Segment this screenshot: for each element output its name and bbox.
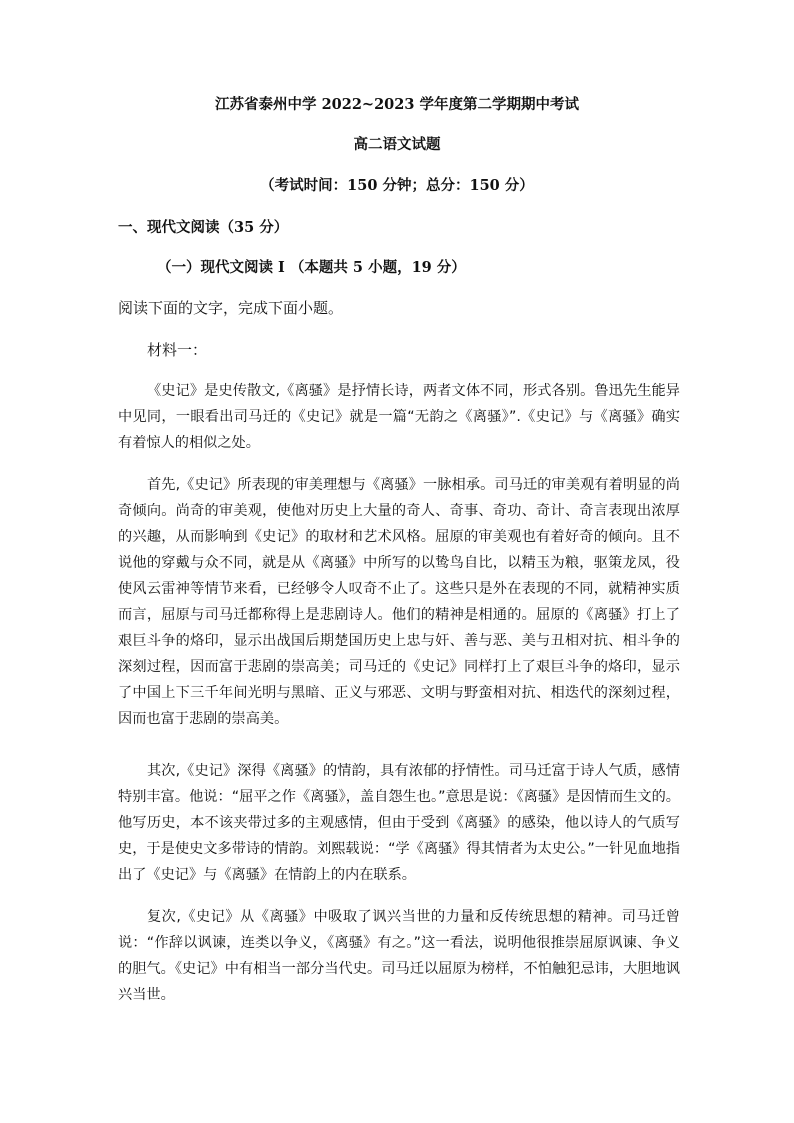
reading-instruction: 阅读下面的文字，完成下面小题。: [118, 299, 344, 317]
paragraph-3: 其次,《史记》深得《离骚》的情韵，具有浓郁的抒情性。司马迁富于诗人气质，感情特别丰富。他说：“屈平之作《离骚》，盖自怨生也。”意思是说：《离骚》是因情而生文的。他写历史，本不该夹带过多的主观感情，但由于受到《离骚》的感染，他以诗人的气质写史，于是使史文多带诗的情韵。刘熙载说：“学《离骚》得其情者为太史公。”一针见血地指出了《史记》与《离骚》在情韵上的内在联系。: [118, 763, 680, 883]
exam-info: （考试时间：150 分钟；总分：150 分）: [260, 177, 534, 194]
paragraph-1: 《史记》是史传散文,《离骚》是抒情长诗，两者文体不同，形式各别。鲁迅先生能异中见同，一眼看出司马迁的《史记》就是一篇“无韵之《离骚》”.《史记》与《离骚》确实有着惊人的相似之处。: [118, 383, 680, 451]
paragraph-4: 复次,《史记》从《离骚》中吸取了讽兴当世的力量和反传统思想的精神。司马迁曾说：“作辞以讽谏，连类以争义，《离骚》有之。”这一看法，说明他很推崇屈原讽谏、争义的胆气。《史记》中有相当一部分当代史。司马迁以屈原为榜样，不怕触犯忌讳，大胆地讽兴当世。: [118, 909, 680, 1003]
material-label: 材料一：: [147, 341, 208, 359]
section-heading: 一、现代文阅读（35 分）: [118, 219, 289, 236]
exam-title: 江苏省泰州中学 2022~2023 学年度第二学期期中考试: [215, 96, 579, 113]
exam-subtitle: 高二语文试题: [353, 136, 441, 153]
sub-section-heading: （一）现代文阅读 I （本题共 5 小题，19 分）: [157, 259, 466, 276]
paragraph-2: 首先,《史记》所表现的审美理想与《离骚》一脉相承。司马迁的审美观有着明显的尚奇倾向。尚奇的审美观，使他对历史上大量的奇人、奇事、奇功、奇计、奇言表现出浓厚的兴趣，从而影响到《史记》的取材和艺术风格。屈原的审美观也有着好奇的倾向。且不说他的穿戴与众不同，就是从《离骚》中所写的以鸷鸟自比，以精玉为粮，驱策龙凤，役使风云雷神等情节来看，已经够令人叹奇不止了。这些只是外在表现的不同，就精神实质而言，屈原与司马迁都称得上是悲剧诗人。他们的精神是相通的。屈原的《离骚》打上了艰巨斗争的烙印，显示出战国后期楚国历史上忠与奸、善与恶、美与丑相对抗、相斗争的深刻过程，因而富于悲剧的崇高美；司马迁的《史记》同样打上了艰巨斗争的烙印，显示了中国上下三千年间光明与黑暗、正义与邪恶、文明与野蛮相对抗、相迭代的深刻过程，因而也富于悲剧的崇高美。: [118, 477, 680, 727]
